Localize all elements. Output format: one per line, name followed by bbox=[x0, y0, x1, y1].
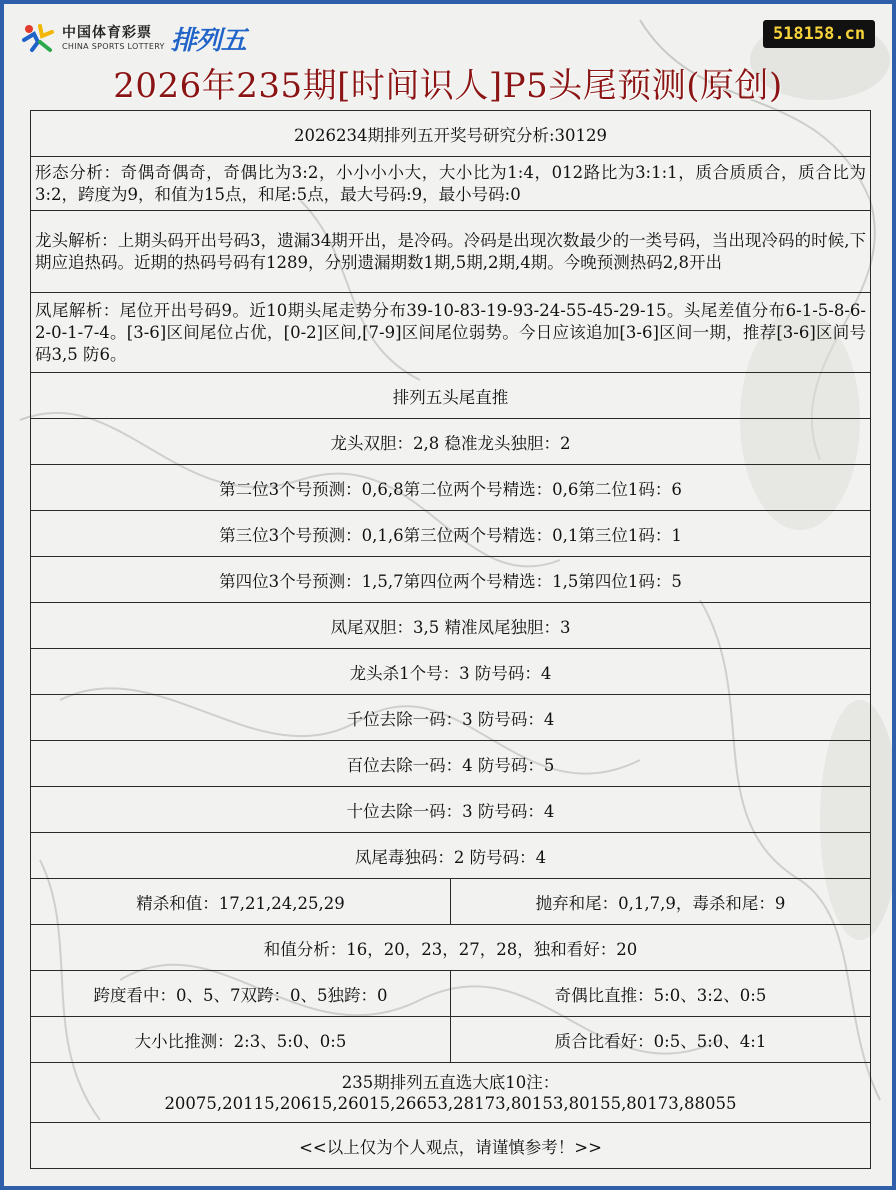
odd-even-cell: 奇偶比直推：5:0、3:2、0:5 bbox=[451, 971, 871, 1017]
logo-cn-text: 中国体育彩票 bbox=[62, 24, 152, 41]
prime-comp-cell: 质合比看好：0:5、5:0、4:1 bbox=[451, 1017, 871, 1063]
prediction-table bbox=[30, 110, 871, 1169]
section-title-cell: 排列五头尾直推 bbox=[31, 373, 871, 419]
head-picks-cell: 龙头双胆：2,8 稳准龙头独胆：2 bbox=[31, 419, 871, 465]
tens-remove-cell: 十位去除一码：3 防号码：4 bbox=[31, 787, 871, 833]
pos2-cell: 第二位3个号预测：0,6,8第二位两个号精选：0,6第二位1码：6 bbox=[31, 465, 871, 511]
page-title: 2026年235期[时间识人]P5头尾预测(原创) bbox=[113, 66, 783, 106]
base-numbers-cell bbox=[31, 1063, 871, 1123]
hundreds-remove-cell: 百位去除一码：4 防号码：5 bbox=[31, 741, 871, 787]
tail-single-cell: 凤尾毒独码：2 防号码：4 bbox=[31, 833, 871, 879]
form-analysis-cell: 形态分析：奇偶奇偶奇，奇偶比为3:2，小小小小大，大小比为1:4，012路比为3:1:1，质合质质合，质合比为3:2，跨度为9，和值为15点，和尾:5点，最大号码:9，最小号码:0 bbox=[31, 157, 871, 211]
tail-analysis-cell: 凤尾解析：尾位开出号码9。近10期头尾走势分布39-10-83-19-93-24-55-45-29-15。头尾差值分布6-1-5-8-6-2-0-1-7-4。[3-6]区间尾位占优，[0-2]区间,[7-9]区间尾位弱势。今日应该追加[3-6]区间一期，推荐[3-6]区间号码3,5 防6。 bbox=[31, 293, 871, 373]
sum-tail-drop-cell: 抛弃和尾：0,1,7,9，毒杀和尾：9 bbox=[451, 879, 871, 925]
base-title: 235期排列五直选大底10注： bbox=[341, 1072, 560, 1092]
logo-game-name: 排列五 bbox=[170, 25, 246, 56]
china-sports-lottery-logo-icon bbox=[20, 20, 56, 56]
span-cell: 跨度看中：0、5、7双跨：0、5独跨：0 bbox=[31, 971, 451, 1017]
sum-kill-cell: 精杀和值：17,21,24,25,29 bbox=[31, 879, 451, 925]
analysis-title-cell: 2026234期排列五开奖号研究分析:30129 bbox=[31, 111, 871, 157]
site-badge[interactable]: 518158.cn bbox=[763, 20, 875, 48]
head-kill-cell: 龙头杀1个号：3 防号码：4 bbox=[31, 649, 871, 695]
thousands-remove-cell: 千位去除一码：3 防号码：4 bbox=[31, 695, 871, 741]
head-analysis-cell: 龙头解析：上期头码开出号码3，遗漏34期开出，是冷码。冷码是出现次数最少的一类号码，当出现冷码的时候,下期应追热码。近期的热码号码有1289，分别遗漏期数1期,5期,2期,4期。今晚预测热码2,8开出 bbox=[31, 211, 871, 293]
base-numbers: 20075,20115,20615,26015,26653,28173,80153,80155,80173,88055 bbox=[164, 1093, 737, 1113]
sum-analysis-cell: 和值分析：16，20，23，27，28，独和看好：20 bbox=[31, 925, 871, 971]
tail-picks-cell: 凤尾双胆：3,5 精准凤尾独胆：3 bbox=[31, 603, 871, 649]
logo-en-text: CHINA SPORTS LOTTERY bbox=[62, 41, 165, 51]
pos3-cell: 第三位3个号预测：0,1,6第三位两个号精选：0,1第三位1码：1 bbox=[31, 511, 871, 557]
lottery-logo bbox=[20, 18, 246, 58]
big-small-cell: 大小比推测：2:3、5:0、0:5 bbox=[31, 1017, 451, 1063]
disclaimer-cell: <<以上仅为个人观点，请谨慎参考！>> bbox=[31, 1123, 871, 1169]
pos4-cell: 第四位3个号预测：1,5,7第四位两个号精选：1,5第四位1码：5 bbox=[31, 557, 871, 603]
